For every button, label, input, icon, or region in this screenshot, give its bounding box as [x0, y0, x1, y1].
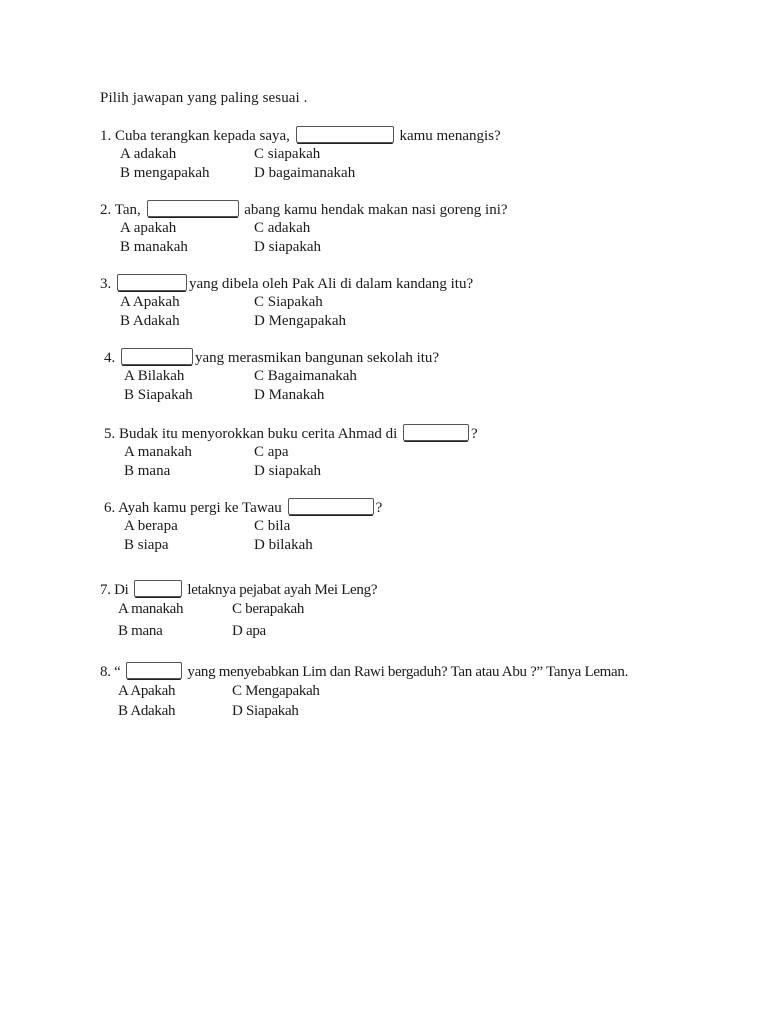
option-a[interactable]: A apakah [120, 220, 177, 236]
option-c[interactable]: C apa [254, 444, 289, 460]
question-1-options [100, 145, 501, 183]
option-d[interactable]: D Manakah [254, 387, 325, 403]
option-d[interactable]: D apa [232, 623, 266, 639]
option-a[interactable]: A Apakah [120, 294, 180, 310]
option-b[interactable]: B siapa [124, 537, 169, 553]
question-6-text: 6. Ayah kamu pergi ke Tawau ? [104, 500, 383, 516]
answer-blank-4[interactable] [121, 348, 193, 365]
question-5-options [104, 443, 478, 481]
option-c[interactable]: C Bagaimanakah [254, 368, 357, 384]
question-8-options [100, 681, 628, 723]
question-8-text: 8. “ yang menyebabkan Lim dan Rawi bergaduh? Tan atau Abu ?” Tanya Leman. [100, 664, 629, 680]
option-d[interactable]: D siapakah [254, 463, 322, 479]
option-c[interactable]: C adakah [254, 220, 311, 236]
option-b[interactable]: B Siapakah [124, 387, 193, 403]
answer-blank-8[interactable] [126, 662, 182, 679]
option-b[interactable]: B Adakah [118, 703, 176, 719]
question-8 [100, 662, 628, 723]
option-d[interactable]: D bilakah [254, 537, 313, 553]
question-1 [100, 126, 501, 183]
question-2 [100, 200, 508, 257]
option-c[interactable]: C Siapakah [254, 294, 323, 310]
answer-blank-1[interactable] [296, 126, 394, 143]
question-3-options [100, 293, 473, 331]
option-b[interactable]: B mengapakah [120, 165, 210, 181]
option-c[interactable]: C Mengapakah [232, 683, 320, 699]
question-6 [104, 498, 382, 555]
question-4 [104, 348, 439, 405]
question-7-text: 7. Di letaknya pejabat ayah Mei Leng? [100, 582, 378, 598]
option-b[interactable]: B mana [124, 463, 171, 479]
option-d[interactable]: D siapakah [254, 239, 322, 255]
answer-blank-2[interactable] [147, 200, 239, 217]
option-d[interactable]: D Siapakah [232, 703, 299, 719]
option-b[interactable]: B manakah [120, 239, 188, 255]
answer-blank-7[interactable] [134, 580, 182, 597]
question-4-text: 4. yang merasmikan bangunan sekolah itu? [104, 350, 440, 366]
question-3 [100, 274, 473, 331]
option-b[interactable]: B Adakah [120, 313, 180, 329]
question-6-options [104, 517, 382, 555]
option-c[interactable]: C bila [254, 518, 291, 534]
option-d[interactable]: D Mengapakah [254, 313, 347, 329]
option-a[interactable]: A Apakah [118, 683, 176, 699]
question-2-text: 2. Tan, abang kamu hendak makan nasi goreng ini? [100, 202, 508, 218]
answer-blank-5[interactable] [403, 424, 469, 441]
question-5-text: 5. Budak itu menyorokkan buku cerita Ahmad di ? [104, 426, 478, 442]
answer-blank-3[interactable] [117, 274, 187, 291]
question-2-options [100, 219, 508, 257]
question-5 [104, 424, 478, 481]
option-a[interactable]: A Bilakah [124, 368, 185, 384]
question-1-text: 1. Cuba terangkan kepada saya, kamu menangis? [100, 128, 501, 144]
question-4-options [104, 367, 439, 405]
question-3-text: 3. yang dibela oleh Pak Ali di dalam kandang itu? [100, 276, 474, 292]
option-b[interactable]: B mana [118, 623, 163, 639]
option-a[interactable]: A manakah [124, 444, 192, 460]
answer-blank-6[interactable] [288, 498, 374, 515]
question-7 [100, 580, 377, 641]
instruction-text: Pilih jawapan yang paling sesuai . [100, 90, 308, 106]
option-d[interactable]: D bagaimanakah [254, 165, 356, 181]
option-a[interactable]: A manakah [118, 601, 184, 617]
option-c[interactable]: C berapakah [232, 601, 305, 617]
option-a[interactable]: A adakah [120, 146, 177, 162]
question-7-options [100, 599, 377, 641]
option-a[interactable]: A berapa [124, 518, 178, 534]
option-c[interactable]: C siapakah [254, 146, 321, 162]
